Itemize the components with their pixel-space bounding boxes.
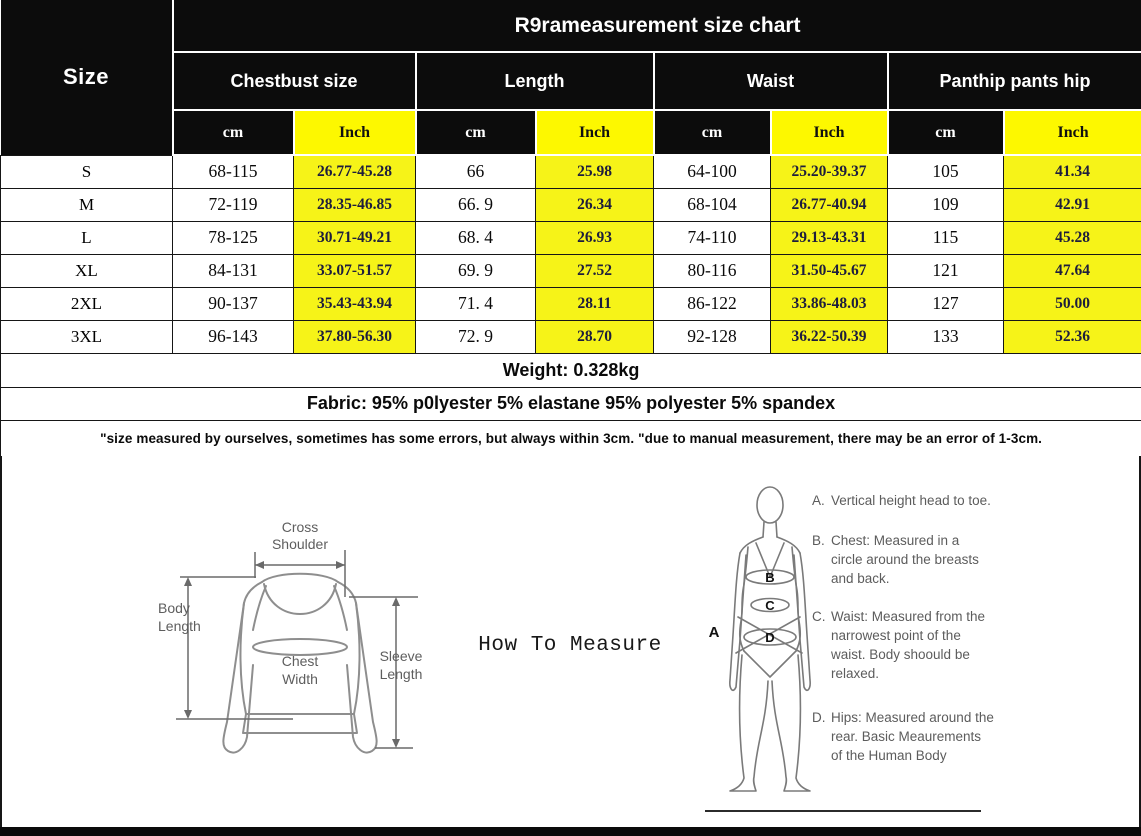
hip-cm-value: 121 <box>888 254 1004 287</box>
instruction-item-c <box>812 607 994 683</box>
title-row <box>1 0 1141 52</box>
size-value: XL <box>1 254 173 287</box>
body-length-label-line2: Length <box>158 618 201 634</box>
hip-inch-value: 52.36 <box>1004 320 1141 353</box>
chest-cm-value: 96-143 <box>173 320 294 353</box>
instruction-text: Vertical height head to toe. <box>831 493 991 508</box>
length-cm-value: 66 <box>416 155 536 188</box>
cross-shoulder-label-line1: Cross <box>281 519 319 535</box>
hip-inch-value: 41.34 <box>1004 155 1141 188</box>
length-inch-value: 26.34 <box>536 188 654 221</box>
unit-header-inch: Inch <box>536 110 654 155</box>
waist-cm-value: 74-110 <box>654 221 771 254</box>
figure-ground-line <box>705 810 981 812</box>
size-column-header: Size <box>1 0 173 155</box>
chest-cm-value: 84-131 <box>173 254 294 287</box>
body-length-label-line1: Body <box>158 600 190 616</box>
sleeve-length-label-line1: Sleeve <box>379 648 423 664</box>
instruction-label: A. <box>812 493 825 508</box>
length-cm-value: 69. 9 <box>416 254 536 287</box>
fabric-text: Fabric: 95% p0lyester 5% elastane 95% polyester 5% spandex <box>1 387 1141 420</box>
instruction-label: B. <box>812 533 825 548</box>
instruction-item-b <box>812 531 994 588</box>
instruction-label: D. <box>812 710 826 725</box>
chest-inch-value: 33.07-51.57 <box>294 254 416 287</box>
group-header-chest: Chestbust size <box>173 52 416 110</box>
figure-point-d-label: D <box>765 630 775 645</box>
length-inch-value: 25.98 <box>536 155 654 188</box>
group-header-length: Length <box>416 52 654 110</box>
size-value: 3XL <box>1 320 173 353</box>
chest-inch-value: 28.35-46.85 <box>294 188 416 221</box>
measurement-note-text: "size measured by ourselves, sometimes has some errors, but always within 3cm. "due to manual measurement, there may be an error of 1-3cm. <box>1 420 1141 456</box>
hip-inch-value: 47.64 <box>1004 254 1141 287</box>
length-cm-value: 66. 9 <box>416 188 536 221</box>
hip-cm-value: 115 <box>888 221 1004 254</box>
cross-shoulder-label-line2: Shoulder <box>271 536 329 552</box>
size-row-s <box>1 155 1141 188</box>
length-inch-value: 27.52 <box>536 254 654 287</box>
group-header-hip: Panthip pants hip <box>888 52 1141 110</box>
size-row-l <box>1 221 1141 254</box>
unit-header-cm: cm <box>173 110 294 155</box>
instruction-text: Hips: Measured around the rear. Basic Meaurements of the Human Body <box>831 710 994 763</box>
chest-cm-value: 78-125 <box>173 221 294 254</box>
hip-cm-value: 127 <box>888 287 1004 320</box>
length-cm-value: 68. 4 <box>416 221 536 254</box>
figure-point-a-label: A <box>708 624 720 641</box>
waist-cm-value: 80-116 <box>654 254 771 287</box>
length-inch-value: 28.11 <box>536 287 654 320</box>
unit-header-inch: Inch <box>294 110 416 155</box>
note-row <box>1 420 1141 456</box>
length-inch-value: 28.70 <box>536 320 654 353</box>
hip-cm-value: 105 <box>888 155 1004 188</box>
hip-inch-value: 50.00 <box>1004 287 1141 320</box>
chest-cm-value: 68-115 <box>173 155 294 188</box>
unit-header-cm: cm <box>416 110 536 155</box>
instruction-label: C. <box>812 609 826 624</box>
chest-width-label-line1: Chest <box>281 653 319 669</box>
chest-inch-value: 30.71-49.21 <box>294 221 416 254</box>
size-row-m <box>1 188 1141 221</box>
size-value: L <box>1 221 173 254</box>
chest-width-label-line2: Width <box>282 671 318 687</box>
group-header-waist: Waist <box>654 52 888 110</box>
chest-inch-value: 37.80-56.30 <box>294 320 416 353</box>
waist-cm-value: 68-104 <box>654 188 771 221</box>
instruction-item-d <box>812 708 994 765</box>
chart-title: R9rameasurement size chart <box>173 0 1141 52</box>
size-row-xl <box>1 254 1141 287</box>
unit-header-inch: Inch <box>771 110 888 155</box>
instruction-text: Waist: Measured from the narrowest point of the waist. Body shoould be relaxed. <box>831 609 986 681</box>
waist-inch-value: 25.20-39.37 <box>771 155 888 188</box>
waist-inch-value: 29.13-43.31 <box>771 221 888 254</box>
chest-inch-value: 35.43-43.94 <box>294 287 416 320</box>
chest-inch-value: 26.77-45.28 <box>294 155 416 188</box>
figure-point-c-label: C <box>765 598 775 613</box>
hip-cm-value: 133 <box>888 320 1004 353</box>
sweater-measure-diagram <box>150 500 450 812</box>
size-value: M <box>1 188 173 221</box>
waist-cm-value: 92-128 <box>654 320 771 353</box>
bottom-border-bar <box>0 827 1141 836</box>
hip-inch-value: 42.91 <box>1004 188 1141 221</box>
waist-cm-value: 64-100 <box>654 155 771 188</box>
waist-inch-value: 33.86-48.03 <box>771 287 888 320</box>
length-cm-value: 72. 9 <box>416 320 536 353</box>
hip-cm-value: 109 <box>888 188 1004 221</box>
size-row-3xl <box>1 320 1141 353</box>
group-header-row <box>1 52 1141 110</box>
fabric-row <box>1 387 1141 420</box>
length-inch-value: 26.93 <box>536 221 654 254</box>
weight-text: Weight: 0.328kg <box>1 353 1141 387</box>
unit-header-inch: Inch <box>1004 110 1141 155</box>
figure-point-b-label: B <box>765 570 775 585</box>
waist-inch-value: 26.77-40.94 <box>771 188 888 221</box>
how-to-measure-heading: How To Measure <box>478 634 662 657</box>
unit-header-row <box>1 110 1141 155</box>
body-measure-figure <box>700 485 820 795</box>
unit-header-cm: cm <box>888 110 1004 155</box>
chest-cm-value: 72-119 <box>173 188 294 221</box>
hip-inch-value: 45.28 <box>1004 221 1141 254</box>
instruction-item-a <box>812 491 994 510</box>
measure-instructions-list <box>812 491 994 765</box>
weight-row <box>1 353 1141 387</box>
size-value: S <box>1 155 173 188</box>
length-cm-value: 71. 4 <box>416 287 536 320</box>
unit-header-cm: cm <box>654 110 771 155</box>
waist-inch-value: 36.22-50.39 <box>771 320 888 353</box>
chest-cm-value: 90-137 <box>173 287 294 320</box>
size-value: 2XL <box>1 287 173 320</box>
sleeve-length-label-line2: Length <box>379 666 423 682</box>
waist-inch-value: 31.50-45.67 <box>771 254 888 287</box>
instruction-text: Chest: Measured in a circle around the breasts and back. <box>831 533 979 586</box>
size-row-2xl <box>1 287 1141 320</box>
waist-cm-value: 86-122 <box>654 287 771 320</box>
